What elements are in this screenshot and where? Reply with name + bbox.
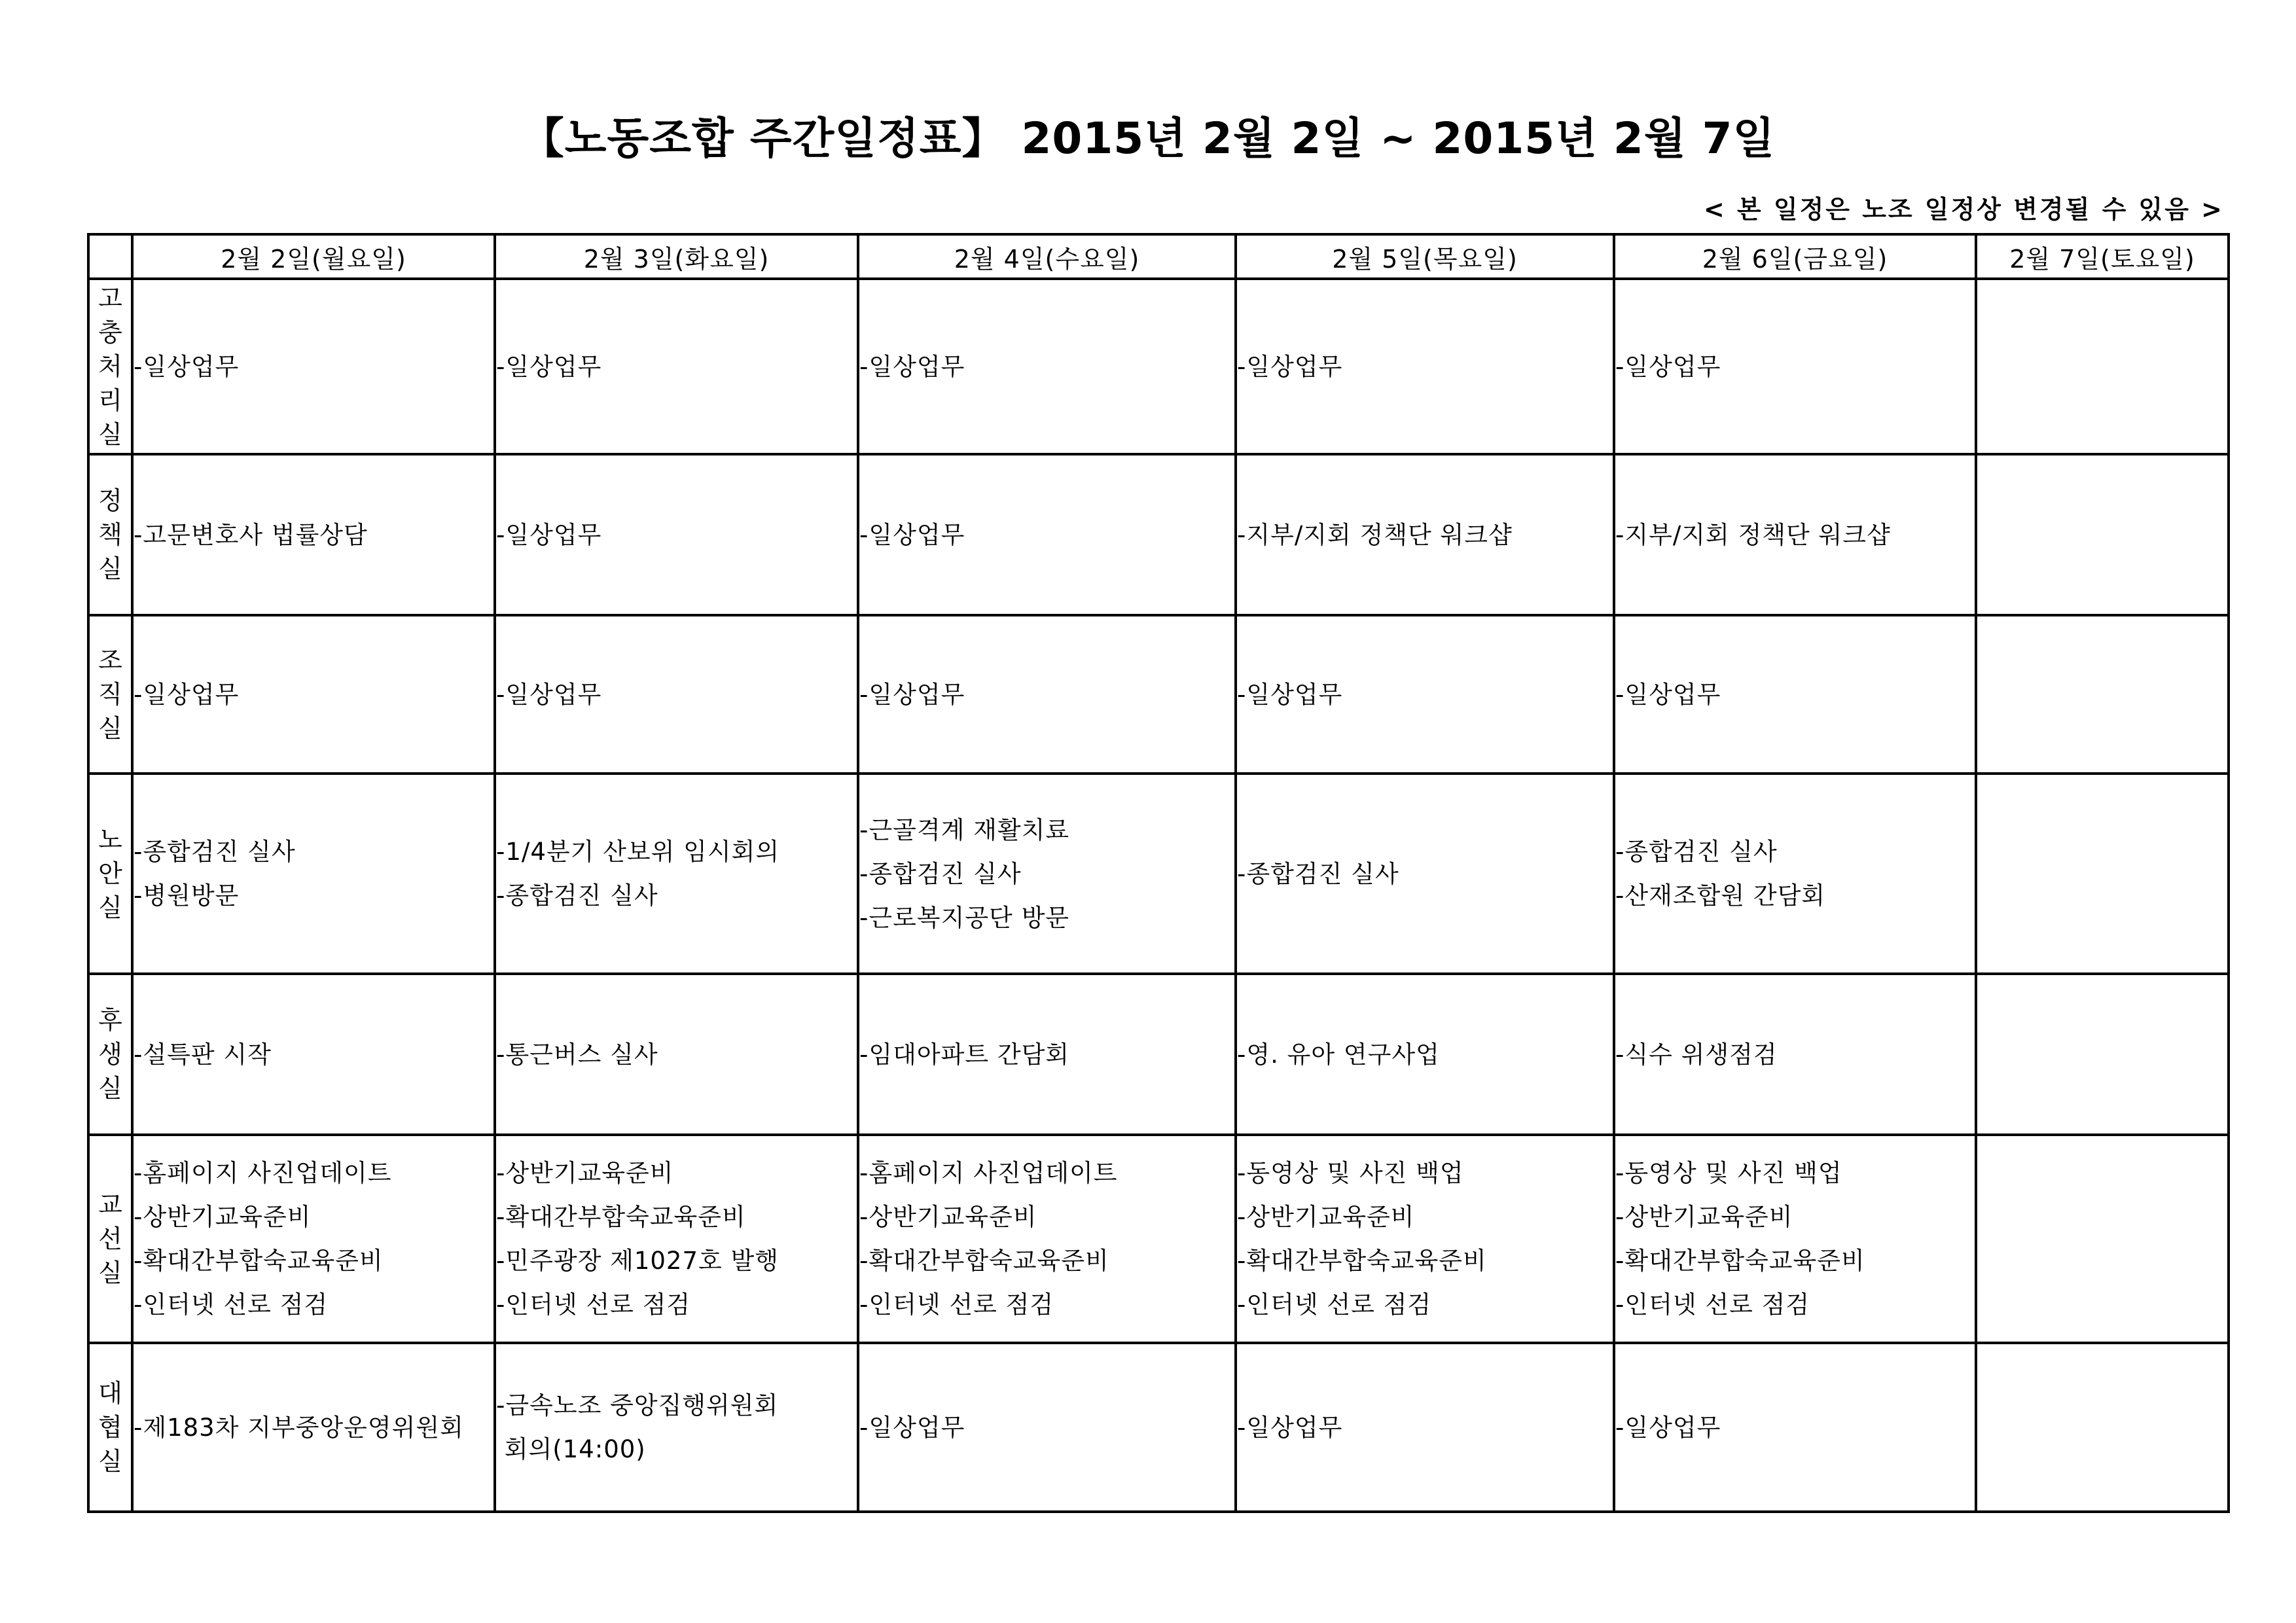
schedule-item: -상반기교육준비 bbox=[496, 1159, 674, 1187]
dept-label-cell bbox=[88, 1343, 132, 1512]
schedule-cell-fri bbox=[1614, 774, 1976, 974]
dept-row-daehyeop bbox=[88, 1343, 2229, 1512]
dept-name: 고충처리실 bbox=[98, 284, 122, 449]
schedule-cell-sat bbox=[1976, 974, 2229, 1135]
dept-label-cell bbox=[88, 454, 132, 615]
schedule-item: -일상업무 bbox=[134, 680, 240, 709]
schedule-item: -상반기교육준비 bbox=[859, 1203, 1037, 1231]
day-header-sat: 2월 7일(토요일) bbox=[1976, 234, 2229, 279]
schedule-cell-tue bbox=[495, 454, 858, 615]
schedule-cell-mon bbox=[132, 454, 495, 615]
schedule-item: -인터넷 선로 점검 bbox=[1615, 1291, 1810, 1319]
schedule-item: -일상업무 bbox=[496, 680, 602, 709]
schedule-item: -홈페이지 사진업데이트 bbox=[859, 1159, 1118, 1187]
dept-label-cell bbox=[88, 1135, 132, 1343]
schedule-item: -일상업무 bbox=[859, 680, 965, 709]
dept-name: 후생실 bbox=[98, 1006, 122, 1103]
schedule-cell-wed bbox=[858, 1343, 1236, 1512]
schedule-cell-sat bbox=[1976, 279, 2229, 454]
dept-label-cell bbox=[88, 615, 132, 774]
schedule-cell-fri bbox=[1614, 454, 1976, 615]
schedule-change-notice: < 본 일정은 노조 일정상 변경될 수 있음 > bbox=[1703, 195, 2224, 224]
dept-name: 정책실 bbox=[98, 486, 122, 583]
schedule-cell-tue bbox=[495, 774, 858, 974]
schedule-item: -식수 위생점검 bbox=[1615, 1040, 1778, 1069]
schedule-cell-thu bbox=[1236, 1135, 1614, 1343]
schedule-cell-sat bbox=[1976, 615, 2229, 774]
schedule-cell-tue bbox=[495, 615, 858, 774]
schedule-cell-tue bbox=[495, 974, 858, 1135]
schedule-cell-mon bbox=[132, 615, 495, 774]
dept-label-cell bbox=[88, 774, 132, 974]
schedule-item: -근골격계 재활치료 bbox=[859, 815, 1070, 844]
weekly-schedule-table bbox=[87, 233, 2230, 1513]
schedule-item: -일상업무 bbox=[1237, 680, 1343, 709]
schedule-item: -상반기교육준비 bbox=[1615, 1203, 1793, 1231]
schedule-item: -홈페이지 사진업데이트 bbox=[134, 1159, 392, 1187]
schedule-item: -확대간부합숙교육준비 bbox=[134, 1247, 384, 1275]
dept-row-jeongchaek bbox=[88, 454, 2229, 615]
schedule-cell-fri bbox=[1614, 615, 1976, 774]
dept-label-cell bbox=[88, 974, 132, 1135]
schedule-cell-tue bbox=[495, 1135, 858, 1343]
schedule-item: -일상업무 bbox=[1615, 680, 1721, 709]
schedule-item: -일상업무 bbox=[496, 352, 602, 381]
schedule-item: -인터넷 선로 점검 bbox=[859, 1291, 1054, 1319]
dept-name: 대협실 bbox=[98, 1379, 122, 1476]
schedule-cell-wed bbox=[858, 1135, 1236, 1343]
schedule-cell-sat bbox=[1976, 774, 2229, 974]
schedule-cell-mon bbox=[132, 1135, 495, 1343]
schedule-cell-fri bbox=[1614, 279, 1976, 454]
dept-row-husaeng bbox=[88, 974, 2229, 1135]
schedule-cell-sat bbox=[1976, 1343, 2229, 1512]
schedule-cell-wed bbox=[858, 974, 1236, 1135]
schedule-item: -종합검진 실사 bbox=[496, 882, 658, 910]
schedule-item: -산재조합원 간담회 bbox=[1615, 882, 1826, 910]
schedule-cell-mon bbox=[132, 774, 495, 974]
schedule-cell-wed bbox=[858, 615, 1236, 774]
schedule-item: -지부/지회 정책단 워크샵 bbox=[1615, 520, 1891, 549]
schedule-cell-fri bbox=[1614, 1343, 1976, 1512]
day-header-mon: 2월 2일(월요일) bbox=[132, 234, 495, 279]
schedule-cell-mon bbox=[132, 974, 495, 1135]
day-header-tue: 2월 3일(화요일) bbox=[495, 234, 858, 279]
dept-label-cell bbox=[88, 279, 132, 454]
schedule-item: -일상업무 bbox=[1237, 352, 1343, 381]
dept-row-gyoseon bbox=[88, 1135, 2229, 1343]
schedule-cell-fri bbox=[1614, 1135, 1976, 1343]
schedule-item: -인터넷 선로 점검 bbox=[496, 1291, 691, 1319]
day-header-thu: 2월 5일(목요일) bbox=[1236, 234, 1614, 279]
schedule-item: -확대간부합숙교육준비 bbox=[1615, 1247, 1865, 1275]
dept-row-noan bbox=[88, 774, 2229, 974]
schedule-item: -종합검진 실사 bbox=[859, 859, 1022, 888]
schedule-item: -일상업무 bbox=[859, 520, 965, 549]
schedule-cell-sat bbox=[1976, 1135, 2229, 1343]
schedule-item: -종합검진 실사 bbox=[1237, 859, 1399, 888]
schedule-item: -제183차 지부중앙운영위원회 bbox=[134, 1413, 464, 1442]
dept-name: 교선실 bbox=[98, 1190, 122, 1287]
day-header-wed: 2월 4일(수요일) bbox=[858, 234, 1236, 279]
schedule-item: -설특판 시작 bbox=[134, 1040, 272, 1069]
schedule-item: -근로복지공단 방문 bbox=[859, 903, 1070, 932]
schedule-item: -일상업무 bbox=[134, 352, 240, 381]
schedule-item: -금속노조 중앙집행위원회 bbox=[496, 1391, 779, 1419]
schedule-item: -통근버스 실사 bbox=[496, 1040, 658, 1069]
schedule-item: -확대간부합숙교육준비 bbox=[496, 1203, 746, 1231]
schedule-item: -임대아파트 간담회 bbox=[859, 1040, 1070, 1069]
page-title: 【노동조합 주간일정표】 2015년 2월 2일 ~ 2015년 2월 7일 bbox=[520, 113, 1776, 164]
schedule-cell-mon bbox=[132, 1343, 495, 1512]
dept-row-gochung bbox=[88, 279, 2229, 454]
day-header-row bbox=[88, 234, 2229, 279]
schedule-item: -확대간부합숙교육준비 bbox=[859, 1247, 1109, 1275]
schedule-item: -확대간부합숙교육준비 bbox=[1237, 1247, 1487, 1275]
schedule-item: -지부/지회 정책단 워크샵 bbox=[1237, 520, 1513, 549]
schedule-cell-tue bbox=[495, 1343, 858, 1512]
schedule-cell-thu bbox=[1236, 279, 1614, 454]
schedule-cell-wed bbox=[858, 454, 1236, 615]
schedule-item: -영. 유아 연구사업 bbox=[1237, 1040, 1440, 1069]
schedule-item: -종합검진 실사 bbox=[134, 838, 296, 866]
schedule-cell-sat bbox=[1976, 454, 2229, 615]
schedule-item: 회의(14:00) bbox=[496, 1435, 646, 1463]
day-header-fri: 2월 6일(금요일) bbox=[1614, 234, 1976, 279]
schedule-item: -동영상 및 사진 백업 bbox=[1615, 1159, 1842, 1187]
schedule-cell-wed bbox=[858, 774, 1236, 974]
schedule-item: -일상업무 bbox=[859, 352, 965, 381]
dept-name: 조직실 bbox=[98, 646, 122, 743]
schedule-cell-tue bbox=[495, 279, 858, 454]
schedule-item: -상반기교육준비 bbox=[134, 1203, 312, 1231]
schedule-cell-fri bbox=[1614, 974, 1976, 1135]
schedule-item: -상반기교육준비 bbox=[1237, 1203, 1415, 1231]
dept-name: 노안실 bbox=[98, 825, 122, 922]
schedule-item: -고문변호사 법률상담 bbox=[134, 520, 368, 549]
schedule-item: -일상업무 bbox=[859, 1413, 965, 1442]
schedule-item: -일상업무 bbox=[1615, 1413, 1721, 1442]
schedule-item: -일상업무 bbox=[1237, 1413, 1343, 1442]
schedule-cell-thu bbox=[1236, 974, 1614, 1135]
schedule-item: -1/4분기 산보위 임시회의 bbox=[496, 838, 780, 866]
schedule-item: -종합검진 실사 bbox=[1615, 838, 1778, 866]
schedule-item: -인터넷 선로 점검 bbox=[134, 1291, 329, 1319]
schedule-cell-thu bbox=[1236, 774, 1614, 974]
corner-cell bbox=[88, 234, 132, 279]
schedule-item: -민주광장 제1027호 발행 bbox=[496, 1247, 779, 1275]
schedule-item: -일상업무 bbox=[496, 520, 602, 549]
schedule-item: -동영상 및 사진 백업 bbox=[1237, 1159, 1464, 1187]
schedule-cell-wed bbox=[858, 279, 1236, 454]
schedule-cell-thu bbox=[1236, 615, 1614, 774]
schedule-item: -병원방문 bbox=[134, 882, 240, 910]
schedule-cell-thu bbox=[1236, 1343, 1614, 1512]
schedule-item: -일상업무 bbox=[1615, 352, 1721, 381]
dept-row-jojik bbox=[88, 615, 2229, 774]
schedule-cell-mon bbox=[132, 279, 495, 454]
schedule-item: -인터넷 선로 점검 bbox=[1237, 1291, 1432, 1319]
schedule-cell-thu bbox=[1236, 454, 1614, 615]
